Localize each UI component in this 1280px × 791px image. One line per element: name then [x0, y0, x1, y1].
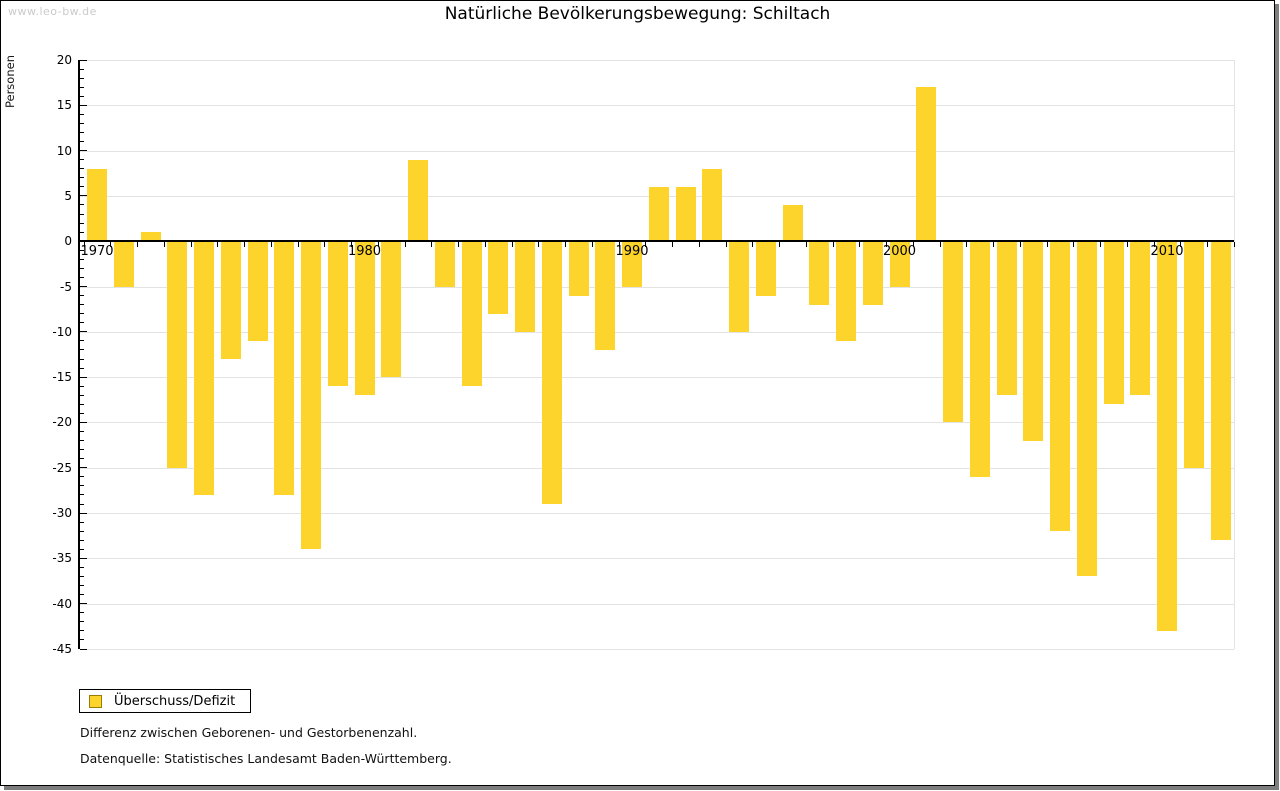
bar	[1104, 241, 1124, 404]
bar	[783, 205, 803, 241]
x-tick	[431, 242, 432, 247]
gridline	[80, 604, 1234, 605]
x-tick	[298, 242, 299, 247]
bar	[274, 241, 294, 495]
bar	[462, 241, 482, 386]
y-major-tick	[80, 150, 87, 151]
x-tick	[672, 242, 673, 247]
y-major-tick	[80, 60, 87, 61]
y-minor-tick	[80, 639, 84, 640]
y-tick-label: 5	[64, 188, 72, 203]
x-tick	[993, 242, 994, 247]
y-major-tick	[80, 467, 87, 468]
bar	[408, 160, 428, 242]
y-minor-tick	[80, 349, 84, 350]
x-tick	[405, 242, 406, 247]
y-minor-tick	[80, 87, 84, 88]
y-minor-tick	[80, 359, 84, 360]
y-tick-label: 20	[56, 53, 72, 67]
x-year-label: 1990	[615, 244, 649, 260]
bar	[970, 241, 990, 477]
gridline	[80, 60, 1234, 61]
y-tick-label: -40	[52, 596, 72, 611]
y-minor-tick	[80, 413, 84, 414]
y-minor-tick	[80, 549, 84, 550]
bar	[729, 241, 749, 332]
bar	[809, 241, 829, 304]
bar	[221, 241, 241, 359]
x-tick	[137, 242, 138, 247]
y-major-tick	[80, 558, 87, 559]
y-minor-tick	[80, 395, 84, 396]
x-tick	[726, 242, 727, 247]
y-tick-label: 10	[56, 143, 72, 158]
y-minor-tick	[80, 440, 84, 441]
bar	[515, 241, 535, 332]
y-tick-label: -45	[52, 642, 72, 656]
y-minor-tick	[80, 69, 84, 70]
y-minor-tick	[80, 214, 84, 215]
chart-title: Natürliche Bevölkerungsbewegung: Schiltach	[444, 4, 831, 24]
watermark-link[interactable]: www.leo-bw.de	[8, 5, 97, 18]
y-major-tick	[80, 105, 87, 106]
y-minor-tick	[80, 585, 84, 586]
y-tick-label: -20	[52, 415, 72, 430]
y-minor-tick	[80, 277, 84, 278]
y-minor-tick	[80, 322, 84, 323]
bar	[569, 241, 589, 295]
y-tick-label: 0	[64, 234, 72, 249]
x-tick	[164, 242, 165, 247]
y-minor-tick	[80, 476, 84, 477]
y-minor-tick	[80, 177, 84, 178]
x-year-label: 1970	[80, 244, 114, 260]
x-tick	[592, 242, 593, 247]
y-major-tick	[80, 649, 87, 650]
y-axis-title: Personen	[3, 55, 17, 109]
y-tick-label: -35	[52, 551, 72, 566]
bar	[381, 241, 401, 377]
bar	[87, 169, 107, 241]
y-minor-tick	[80, 494, 84, 495]
x-tick	[1127, 242, 1128, 247]
x-tick	[940, 242, 941, 247]
y-minor-tick	[80, 168, 84, 169]
x-tick	[324, 242, 325, 247]
x-tick	[538, 242, 539, 247]
bar	[997, 241, 1017, 395]
y-minor-tick	[80, 404, 84, 405]
x-tick	[699, 242, 700, 247]
y-minor-tick	[80, 621, 84, 622]
y-minor-tick	[80, 141, 84, 142]
bar	[542, 241, 562, 504]
x-tick	[565, 242, 566, 247]
y-minor-tick	[80, 123, 84, 124]
y-minor-tick	[80, 504, 84, 505]
y-minor-tick	[80, 204, 84, 205]
bar	[836, 241, 856, 341]
y-tick-label: 15	[56, 98, 72, 113]
y-minor-tick	[80, 340, 84, 341]
y-minor-tick	[80, 612, 84, 613]
y-minor-tick	[80, 268, 84, 269]
y-minor-tick	[80, 223, 84, 224]
y-minor-tick	[80, 522, 84, 523]
y-major-tick	[80, 422, 87, 423]
y-tick-label: -30	[52, 506, 72, 521]
x-tick	[859, 242, 860, 247]
x-tick	[833, 242, 834, 247]
legend-box	[79, 689, 251, 713]
y-minor-tick	[80, 594, 84, 595]
bar	[943, 241, 963, 422]
x-year-label: 2000	[882, 244, 917, 260]
y-tick-label: -25	[52, 460, 72, 475]
bar	[435, 241, 455, 286]
y-minor-tick	[80, 567, 84, 568]
y-minor-tick	[80, 485, 84, 486]
bar	[1077, 241, 1097, 576]
y-tick-label: -10	[52, 324, 72, 339]
x-tick	[512, 242, 513, 247]
bar	[702, 169, 722, 241]
bar	[355, 241, 375, 395]
x-tick	[271, 242, 272, 247]
legend-label: Überschuss/Defizit	[114, 693, 236, 709]
plot-area	[78, 60, 1235, 649]
y-minor-tick	[80, 531, 84, 532]
x-tick	[217, 242, 218, 247]
bar	[248, 241, 268, 341]
bar	[167, 241, 187, 468]
x-tick	[1234, 242, 1235, 247]
y-minor-tick	[80, 132, 84, 133]
x-year-label: 2010	[1150, 244, 1184, 260]
x-tick	[458, 242, 459, 247]
y-minor-tick	[80, 295, 84, 296]
gridline	[80, 649, 1234, 650]
y-major-tick	[80, 603, 87, 604]
x-tick	[1047, 242, 1048, 247]
y-tick-label: -5	[60, 279, 72, 294]
y-major-tick	[80, 513, 87, 514]
x-tick	[1207, 242, 1208, 247]
y-minor-tick	[80, 313, 84, 314]
note-datasource: Datenquelle: Statistisches Landesamt Baden-Württemberg.	[80, 751, 452, 766]
y-minor-tick	[80, 540, 84, 541]
y-minor-tick	[80, 386, 84, 387]
y-minor-tick	[80, 449, 84, 450]
y-minor-tick	[80, 96, 84, 97]
x-tick	[1100, 242, 1101, 247]
y-tick-label: -15	[52, 370, 72, 385]
x-tick	[779, 242, 780, 247]
bar	[916, 87, 936, 241]
y-minor-tick	[80, 576, 84, 577]
bar	[1157, 241, 1177, 631]
x-tick	[966, 242, 967, 247]
y-minor-tick	[80, 431, 84, 432]
x-tick	[1020, 242, 1021, 247]
bar	[649, 187, 669, 241]
y-major-tick	[80, 331, 87, 332]
y-minor-tick	[80, 232, 84, 233]
gridline	[80, 558, 1234, 559]
y-minor-tick	[80, 368, 84, 369]
bar	[1050, 241, 1070, 531]
x-tick	[191, 242, 192, 247]
bar	[1211, 241, 1231, 540]
bar	[1184, 241, 1204, 468]
gridline	[80, 151, 1234, 152]
bar	[676, 187, 696, 241]
x-tick	[752, 242, 753, 247]
x-axis-zero-line	[80, 240, 1234, 242]
y-minor-tick	[80, 458, 84, 459]
gridline	[80, 105, 1234, 106]
legend-swatch-icon	[89, 695, 102, 708]
y-minor-tick	[80, 114, 84, 115]
x-tick	[485, 242, 486, 247]
y-major-tick	[80, 195, 87, 196]
bar	[1023, 241, 1043, 440]
y-minor-tick	[80, 159, 84, 160]
x-tick	[244, 242, 245, 247]
x-tick	[1073, 242, 1074, 247]
y-minor-tick	[80, 630, 84, 631]
y-major-tick	[80, 286, 87, 287]
x-year-label: 1980	[347, 244, 382, 260]
bar	[194, 241, 214, 495]
y-minor-tick	[80, 78, 84, 79]
bar	[488, 241, 508, 313]
bar	[1130, 241, 1150, 395]
x-tick	[806, 242, 807, 247]
bar	[756, 241, 776, 295]
note-definition: Differenz zwischen Geborenen- und Gestorbenenzahl.	[80, 725, 418, 740]
y-minor-tick	[80, 304, 84, 305]
y-minor-tick	[80, 186, 84, 187]
y-major-tick	[80, 377, 87, 378]
bar	[328, 241, 348, 386]
bar	[301, 241, 321, 549]
